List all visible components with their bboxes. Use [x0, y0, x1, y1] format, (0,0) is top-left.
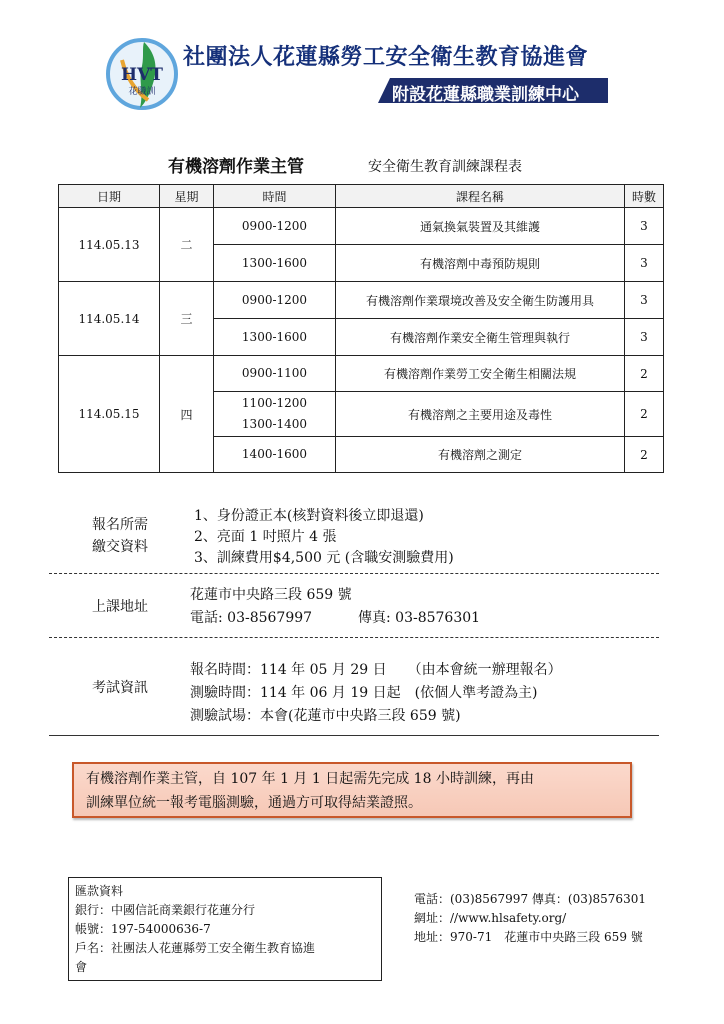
- bank-account-name-cont: 會: [75, 960, 88, 974]
- course-cell: 有機溶劑作業勞工安全衛生相關法規: [336, 356, 625, 392]
- time-cell: 0900-1200: [214, 208, 336, 245]
- registration-label: [70, 514, 170, 558]
- registration-item: 3、訓練費用$4,500 元 (含職安測驗費用): [194, 550, 454, 566]
- notice-line-2: 訓練單位統一報考電腦測驗，通過方可取得結業證照。: [86, 795, 422, 811]
- hours-cell: 3: [625, 319, 664, 356]
- course-cell: 有機溶劑作業環境改善及安全衛生防護用具: [336, 282, 625, 319]
- course-cell: 通氣換氣裝置及其維護: [336, 208, 625, 245]
- date-cell: 114.05.13: [59, 208, 160, 282]
- table-row: [59, 356, 664, 392]
- contact-website[interactable]: 網址：//www.hlsafety.org/: [414, 911, 567, 925]
- date-cell: 114.05.14: [59, 282, 160, 356]
- registration-item: 1、身份證正本(核對資料後立即退還): [194, 508, 424, 524]
- notice-line-1: 有機溶劑作業主管，自 107 年 1 月 1 日起需先完成 18 小時訓練，再由: [86, 771, 534, 787]
- course-subtitle: 安全衛生教育訓練課程表: [368, 159, 522, 175]
- course-cell: 有機溶劑之測定: [336, 437, 625, 473]
- header-date: 日期: [59, 185, 160, 208]
- hours-cell: 3: [625, 245, 664, 282]
- exam-line: 測驗試場：本會(花蓮市中央路三段 659 號): [190, 708, 461, 724]
- svg-text:花職訓: 花職訓: [128, 87, 156, 97]
- time-cell: 0900-1100: [214, 356, 336, 392]
- time-cell: [214, 392, 336, 437]
- bank-account: 帳號：197-54000636-7: [75, 922, 211, 936]
- date-cell: 114.05.15: [59, 356, 160, 473]
- header-hours: 時數: [625, 185, 664, 208]
- course-cell: 有機溶劑中毒預防規則: [336, 245, 625, 282]
- hours-cell: 3: [625, 282, 664, 319]
- registration-label-line-2: 繳交資料: [92, 539, 148, 555]
- section-divider: [49, 573, 659, 574]
- location-label: 上課地址: [92, 599, 148, 615]
- contact-phone-fax: 電話：(03)8567997 傳真：(03)8576301: [414, 892, 646, 906]
- registration-item: 2、亮面 1 吋照片 4 張: [194, 529, 337, 545]
- section-divider: [49, 637, 659, 638]
- weekday-cell: 四: [160, 356, 214, 473]
- notice-box: [72, 762, 632, 818]
- course-cell: 有機溶劑之主要用途及毒性: [336, 392, 625, 437]
- bank-name: 銀行：中國信託商業銀行花蓮分行: [75, 903, 256, 917]
- location-fax: 傳真: 03-8576301: [358, 610, 481, 626]
- org-logo: [104, 36, 180, 112]
- time-line-2: 1300-1400: [241, 417, 308, 431]
- hours-cell: 2: [625, 356, 664, 392]
- table-row: [59, 282, 664, 319]
- header-course: 課程名稱: [336, 185, 625, 208]
- time-cell: 1300-1600: [214, 319, 336, 356]
- location-phone: 電話: 03-8567997: [190, 610, 313, 626]
- svg-text:HVT: HVT: [121, 65, 163, 85]
- course-title: 有機溶劑作業主管: [168, 157, 304, 177]
- exam-line: 測驗時間：114 年 06 月 19 日起 (依個人準考證為主): [190, 685, 538, 701]
- hours-cell: 2: [625, 437, 664, 473]
- bank-title: 匯款資料: [75, 884, 124, 898]
- time-cell: 1300-1600: [214, 245, 336, 282]
- header-time: 時間: [214, 185, 336, 208]
- hours-cell: 3: [625, 208, 664, 245]
- location-address: 花蓮市中央路三段 659 號: [190, 587, 352, 603]
- logo-emblem-icon: [104, 36, 180, 112]
- weekday-cell: 二: [160, 208, 214, 282]
- org-name: 社團法人花蓮縣勞工安全衛生教育協進會: [183, 45, 589, 70]
- exam-line: 報名時間：114 年 05 月 29 日 （由本會統一辦理報名）: [190, 662, 562, 678]
- section-divider: [49, 735, 659, 736]
- registration-label-line-1: 報名所需: [92, 517, 148, 533]
- schedule-table: [58, 184, 664, 473]
- contact-info: [414, 890, 646, 947]
- table-row: [59, 208, 664, 245]
- header-weekday: 星期: [160, 185, 214, 208]
- time-line-1: 1100-1200: [241, 396, 308, 410]
- bank-account-name: 戶名：社團法人花蓮縣勞工安全衛生教育協進: [75, 941, 316, 955]
- contact-address: 地址：970-71 花蓮市中央路三段 659 號: [414, 930, 643, 944]
- weekday-cell: 三: [160, 282, 214, 356]
- exam-label: 考試資訊: [92, 680, 148, 696]
- course-cell: 有機溶劑作業安全衛生管理與執行: [336, 319, 625, 356]
- time-cell: 1400-1600: [214, 437, 336, 473]
- org-sub-name: 附設花蓮縣職業訓練中心: [392, 85, 579, 105]
- table-header-row: [59, 185, 664, 208]
- bank-info-box: [68, 877, 382, 981]
- hours-cell: 2: [625, 392, 664, 437]
- time-cell: 0900-1200: [214, 282, 336, 319]
